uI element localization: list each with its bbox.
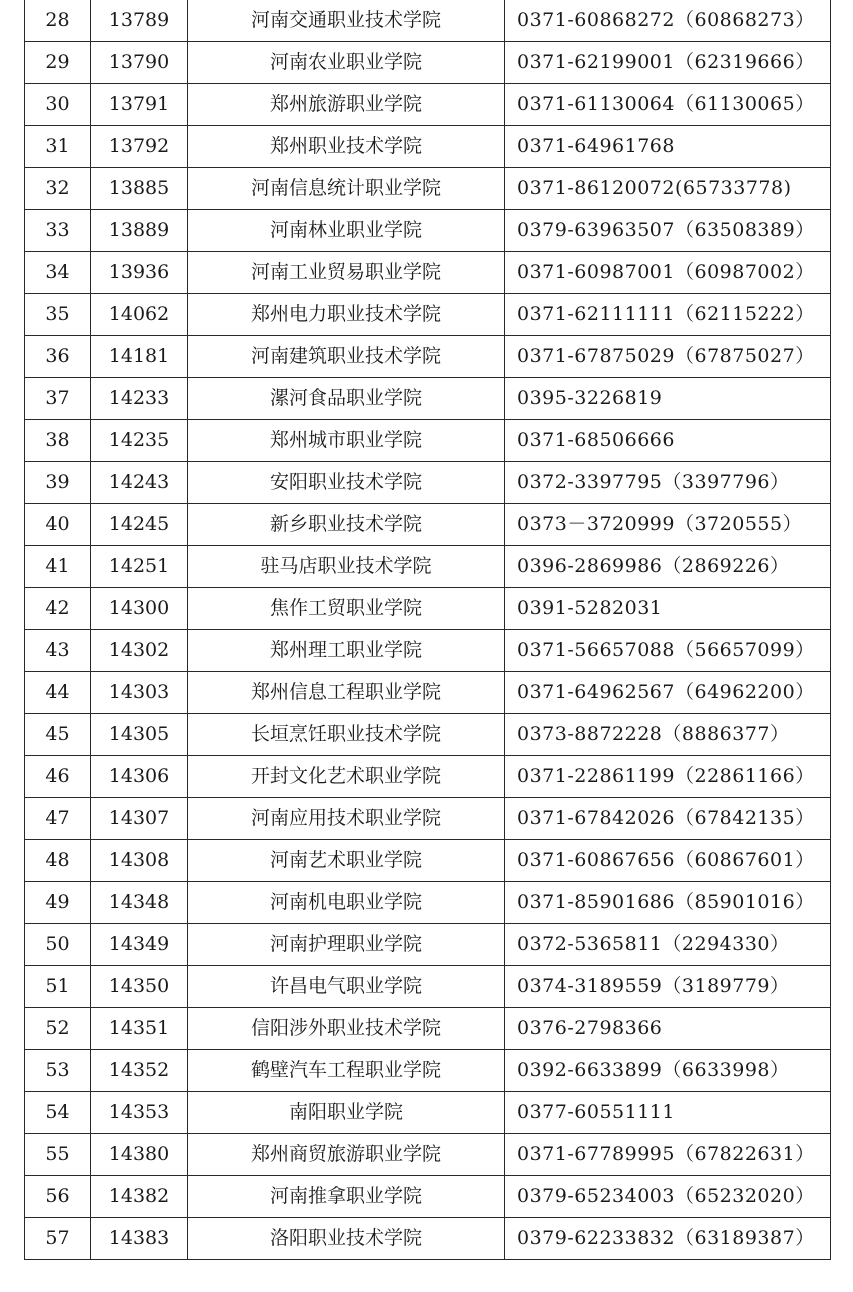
- phone-number-cell: 0391-5282031: [505, 588, 831, 630]
- school-name-cell: 郑州城市职业学院: [188, 420, 505, 462]
- phone-number-cell: 0379-65234003（65232020）: [505, 1176, 831, 1218]
- table-row: [25, 798, 831, 840]
- school-name-cell: 焦作工贸职业学院: [188, 588, 505, 630]
- phone-number-cell: 0376-2798366: [505, 1008, 831, 1050]
- school-name-cell: 开封文化艺术职业学院: [188, 756, 505, 798]
- table-row: [25, 1134, 831, 1176]
- row-index-cell: 40: [25, 504, 91, 546]
- school-name-cell: 河南艺术职业学院: [188, 840, 505, 882]
- school-name-cell: 长垣烹饪职业技术学院: [188, 714, 505, 756]
- phone-number-cell: 0371-67789995（67822631）: [505, 1134, 831, 1176]
- row-index-cell: 45: [25, 714, 91, 756]
- table-row: [25, 1050, 831, 1092]
- table-row: [25, 672, 831, 714]
- phone-number-cell: 0371-62199001（62319666）: [505, 42, 831, 84]
- table-row: [25, 924, 831, 966]
- phone-number-cell: 0372-3397795（3397796）: [505, 462, 831, 504]
- phone-number-cell: 0371-64961768: [505, 126, 831, 168]
- row-index-cell: 47: [25, 798, 91, 840]
- school-name-cell: 驻马店职业技术学院: [188, 546, 505, 588]
- school-code-cell: 13790: [91, 42, 188, 84]
- row-index-cell: 48: [25, 840, 91, 882]
- school-name-cell: 河南机电职业学院: [188, 882, 505, 924]
- phone-number-cell: 0371-68506666: [505, 420, 831, 462]
- row-index-cell: 36: [25, 336, 91, 378]
- phone-number-cell: 0373－3720999（3720555）: [505, 504, 831, 546]
- phone-number-cell: 0396-2869986（2869226）: [505, 546, 831, 588]
- school-name-cell: 南阳职业学院: [188, 1092, 505, 1134]
- school-code-cell: 13936: [91, 252, 188, 294]
- school-name-cell: 郑州职业技术学院: [188, 126, 505, 168]
- phone-number-cell: 0371-62111111（62115222）: [505, 294, 831, 336]
- row-index-cell: 57: [25, 1218, 91, 1260]
- school-code-cell: 14303: [91, 672, 188, 714]
- school-code-cell: 14353: [91, 1092, 188, 1134]
- school-name-cell: 河南建筑职业技术学院: [188, 336, 505, 378]
- table-row: [25, 1092, 831, 1134]
- table-row: [25, 882, 831, 924]
- college-contact-table-wrapper: [24, 0, 830, 1260]
- school-code-cell: 14233: [91, 378, 188, 420]
- phone-number-cell: 0373-8872228（8886377）: [505, 714, 831, 756]
- school-name-cell: 河南交通职业技术学院: [188, 0, 505, 42]
- table-row: [25, 294, 831, 336]
- phone-number-cell: 0371-67842026（67842135）: [505, 798, 831, 840]
- school-name-cell: 安阳职业技术学院: [188, 462, 505, 504]
- row-index-cell: 32: [25, 168, 91, 210]
- school-name-cell: 河南工业贸易职业学院: [188, 252, 505, 294]
- row-index-cell: 50: [25, 924, 91, 966]
- table-body: [25, 0, 831, 1260]
- school-code-cell: 14306: [91, 756, 188, 798]
- school-name-cell: 河南护理职业学院: [188, 924, 505, 966]
- phone-number-cell: 0371-85901686（85901016）: [505, 882, 831, 924]
- school-code-cell: 14382: [91, 1176, 188, 1218]
- school-name-cell: 许昌电气职业学院: [188, 966, 505, 1008]
- school-code-cell: 14383: [91, 1218, 188, 1260]
- phone-number-cell: 0371-60987001（60987002）: [505, 252, 831, 294]
- school-code-cell: 14251: [91, 546, 188, 588]
- school-code-cell: 13789: [91, 0, 188, 42]
- school-name-cell: 郑州旅游职业学院: [188, 84, 505, 126]
- school-name-cell: 郑州电力职业技术学院: [188, 294, 505, 336]
- row-index-cell: 31: [25, 126, 91, 168]
- school-code-cell: 14380: [91, 1134, 188, 1176]
- row-index-cell: 46: [25, 756, 91, 798]
- table-row: [25, 336, 831, 378]
- school-name-cell: 河南信息统计职业学院: [188, 168, 505, 210]
- school-code-cell: 14307: [91, 798, 188, 840]
- table-row: [25, 840, 831, 882]
- phone-number-cell: 0371-64962567（64962200）: [505, 672, 831, 714]
- phone-number-cell: 0379-62233832（63189387）: [505, 1218, 831, 1260]
- table-row: [25, 252, 831, 294]
- table-row: [25, 966, 831, 1008]
- phone-number-cell: 0392-6633899（6633998）: [505, 1050, 831, 1092]
- table-row: [25, 1176, 831, 1218]
- phone-number-cell: 0371-22861199（22861166）: [505, 756, 831, 798]
- school-code-cell: 13889: [91, 210, 188, 252]
- table-row: [25, 84, 831, 126]
- table-row: [25, 378, 831, 420]
- school-name-cell: 漯河食品职业学院: [188, 378, 505, 420]
- school-code-cell: 14245: [91, 504, 188, 546]
- row-index-cell: 37: [25, 378, 91, 420]
- table-row: [25, 504, 831, 546]
- row-index-cell: 41: [25, 546, 91, 588]
- school-name-cell: 鹤壁汽车工程职业学院: [188, 1050, 505, 1092]
- school-code-cell: 14062: [91, 294, 188, 336]
- row-index-cell: 35: [25, 294, 91, 336]
- row-index-cell: 56: [25, 1176, 91, 1218]
- table-row: [25, 210, 831, 252]
- row-index-cell: 33: [25, 210, 91, 252]
- school-code-cell: 14181: [91, 336, 188, 378]
- phone-number-cell: 0377-60551111: [505, 1092, 831, 1134]
- school-code-cell: 14349: [91, 924, 188, 966]
- table-row: [25, 42, 831, 84]
- table-row: [25, 126, 831, 168]
- phone-number-cell: 0371-60868272（60868273）: [505, 0, 831, 42]
- school-code-cell: 13792: [91, 126, 188, 168]
- college-contact-table: [24, 0, 831, 1260]
- table-row: [25, 630, 831, 672]
- table-row: [25, 1008, 831, 1050]
- phone-number-cell: 0371-61130064（61130065）: [505, 84, 831, 126]
- school-name-cell: 洛阳职业技术学院: [188, 1218, 505, 1260]
- school-name-cell: 郑州商贸旅游职业学院: [188, 1134, 505, 1176]
- school-name-cell: 河南农业职业学院: [188, 42, 505, 84]
- row-index-cell: 43: [25, 630, 91, 672]
- row-index-cell: 51: [25, 966, 91, 1008]
- school-code-cell: 14243: [91, 462, 188, 504]
- table-row: [25, 420, 831, 462]
- phone-number-cell: 0374-3189559（3189779）: [505, 966, 831, 1008]
- phone-number-cell: 0372-5365811（2294330）: [505, 924, 831, 966]
- school-name-cell: 信阳涉外职业技术学院: [188, 1008, 505, 1050]
- table-row: [25, 756, 831, 798]
- school-code-cell: 14352: [91, 1050, 188, 1092]
- row-index-cell: 39: [25, 462, 91, 504]
- table-row: [25, 546, 831, 588]
- table-row: [25, 714, 831, 756]
- phone-number-cell: 0371-86120072(65733778): [505, 168, 831, 210]
- school-code-cell: 14348: [91, 882, 188, 924]
- school-code-cell: 14235: [91, 420, 188, 462]
- row-index-cell: 55: [25, 1134, 91, 1176]
- row-index-cell: 54: [25, 1092, 91, 1134]
- school-name-cell: 河南应用技术职业学院: [188, 798, 505, 840]
- school-code-cell: 13791: [91, 84, 188, 126]
- table-row: [25, 0, 831, 42]
- row-index-cell: 38: [25, 420, 91, 462]
- school-name-cell: 新乡职业技术学院: [188, 504, 505, 546]
- row-index-cell: 49: [25, 882, 91, 924]
- school-code-cell: 14305: [91, 714, 188, 756]
- row-index-cell: 53: [25, 1050, 91, 1092]
- phone-number-cell: 0371-56657088（56657099）: [505, 630, 831, 672]
- phone-number-cell: 0395-3226819: [505, 378, 831, 420]
- school-name-cell: 河南推拿职业学院: [188, 1176, 505, 1218]
- school-code-cell: 14351: [91, 1008, 188, 1050]
- row-index-cell: 42: [25, 588, 91, 630]
- school-code-cell: 14300: [91, 588, 188, 630]
- school-code-cell: 14350: [91, 966, 188, 1008]
- phone-number-cell: 0371-67875029（67875027）: [505, 336, 831, 378]
- phone-number-cell: 0379-63963507（63508389）: [505, 210, 831, 252]
- table-row: [25, 1218, 831, 1260]
- row-index-cell: 29: [25, 42, 91, 84]
- row-index-cell: 52: [25, 1008, 91, 1050]
- school-code-cell: 14308: [91, 840, 188, 882]
- row-index-cell: 30: [25, 84, 91, 126]
- school-code-cell: 13885: [91, 168, 188, 210]
- phone-number-cell: 0371-60867656（60867601）: [505, 840, 831, 882]
- school-name-cell: 河南林业职业学院: [188, 210, 505, 252]
- school-code-cell: 14302: [91, 630, 188, 672]
- school-name-cell: 郑州理工职业学院: [188, 630, 505, 672]
- row-index-cell: 34: [25, 252, 91, 294]
- table-row: [25, 588, 831, 630]
- school-name-cell: 郑州信息工程职业学院: [188, 672, 505, 714]
- table-row: [25, 168, 831, 210]
- row-index-cell: 44: [25, 672, 91, 714]
- row-index-cell: 28: [25, 0, 91, 42]
- table-row: [25, 462, 831, 504]
